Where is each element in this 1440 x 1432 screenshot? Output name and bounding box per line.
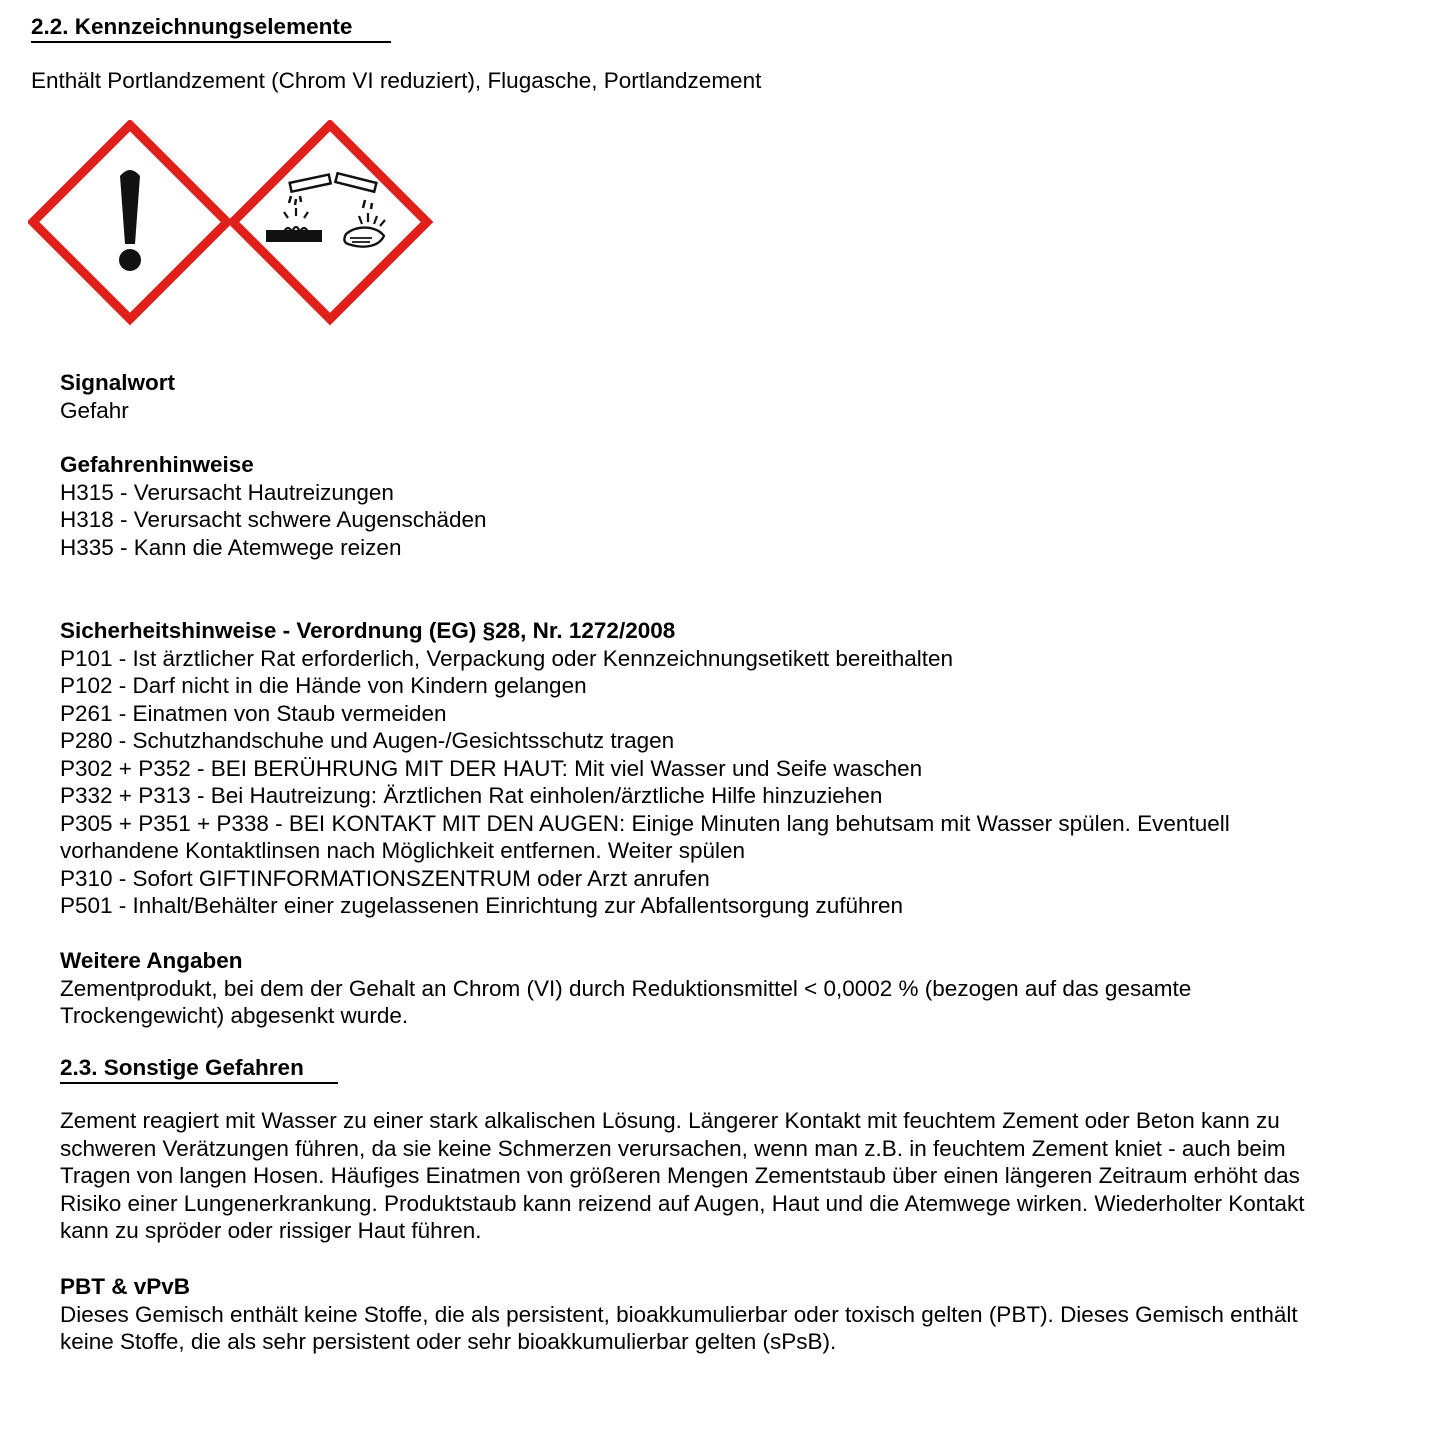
precautionary-statement: P332 + P313 - Bei Hautreizung: Ärztlichen Rat einholen/ärztliche Hilfe hinzuziehen [60,783,883,808]
other-hazards-paragraph [60,1107,1410,1245]
hazard-statements-block [60,451,1410,561]
hazard-statement: H335 - Kann die Atemwege reizen [60,534,402,560]
precautionary-statement: P261 - Einatmen von Staub vermeiden [60,700,447,726]
pbt-line: keine Stoffe, die als sehr persistent oder sehr bioakkumulierbar gelten (sPsB). [60,1329,837,1354]
signal-word-title: Signalwort [60,370,176,395]
precautionary-statement: P310 - Sofort GIFTINFORMATIONSZENTRUM oder Arzt anrufen [60,865,710,891]
section-2-2-heading: 2.2. Kennzeichnungselemente [31,13,391,43]
paragraph-line: Zement reagiert mit Wasser zu einer stark alkalischen Lösung. Längerer Kontakt mit feuchtem Zement oder Beton kann zu [60,1108,1280,1133]
precautionary-statement: P101 - Ist ärztlicher Rat erforderlich, Verpackung oder Kennzeichnungsetikett bereithalten [60,645,954,671]
hazard-statement: H315 - Verursacht Hautreizungen [60,479,394,505]
hazard-pictograms [28,120,436,326]
further-info-block [60,947,1410,1030]
further-info-line: Zementprodukt, bei dem der Gehalt an Chrom (VI) durch Reduktionsmittel < 0,0002 % (bezogen auf das gesamte [60,975,1192,1001]
section-2-3-heading: 2.3. Sonstige Gefahren [60,1054,338,1084]
hazard-statement: H318 - Verursacht schwere Augenschäden [60,507,487,532]
precautionary-statement: P102 - Darf nicht in die Hände von Kindern gelangen [60,673,587,698]
pbt-line: Dieses Gemisch enthält keine Stoffe, die als persistent, bioakkumulierbar oder toxisch gelten (PBT). Dieses Gemisch enthält [60,1301,1298,1327]
paragraph-line: Tragen von langen Hosen. Häufiges Einatmen von größeren Mengen Zementstaub über einen längeren Zeitraum erhöht das [60,1163,1300,1188]
contains-text: Enthält Portlandzement (Chrom VI reduziert), Flugasche, Portlandzement [31,68,762,93]
precautionary-statements-title: Sicherheitshinweise - Verordnung (EG) §28, Nr. 1272/2008 [60,618,676,643]
precautionary-statements-block [60,617,1410,920]
precautionary-statement: P305 + P351 + P338 - BEI KONTAKT MIT DEN AUGEN: Einige Minuten lang behutsam mit Wasser spülen. Eventuell [60,810,1230,836]
further-info-line: Trockengewicht) abgesenkt wurde. [60,1003,409,1028]
exclamation-mark-pictogram [33,125,227,319]
paragraph-line: Risiko einer Lungenerkrankung. Produktstaub kann reizend auf Augen, Haut und die Atemwege wirken. Wiederholter Kontakt [60,1190,1305,1216]
paragraph-line: schweren Verätzungen führen, da sie keine Schmerzen verursachen, wenn man z.B. in feuchtem Zement kniet - auch beim [60,1135,1286,1161]
pbt-block [60,1273,1410,1356]
pbt-title: PBT & vPvB [60,1274,191,1299]
precautionary-statement: P501 - Inhalt/Behälter einer zugelassenen Einrichtung zur Abfallentsorgung zuführen [60,893,904,918]
corrosion-pictogram [233,125,427,319]
paragraph-line: kann zu spröder oder rissiger Haut führen. [60,1218,482,1243]
precautionary-statement: P302 + P352 - BEI BERÜHRUNG MIT DER HAUT: Mit viel Wasser und Seife waschen [60,755,923,781]
hazard-statements-title: Gefahrenhinweise [60,452,254,477]
signal-word-value: Gefahr [60,397,129,423]
signal-word-block [60,369,1410,424]
precautionary-statement: P280 - Schutzhandschuhe und Augen-/Gesichtsschutz tragen [60,728,675,753]
further-info-title: Weitere Angaben [60,948,243,973]
precautionary-statement: vorhandene Kontaktlinsen nach Möglichkeit entfernen. Weiter spülen [60,838,746,863]
